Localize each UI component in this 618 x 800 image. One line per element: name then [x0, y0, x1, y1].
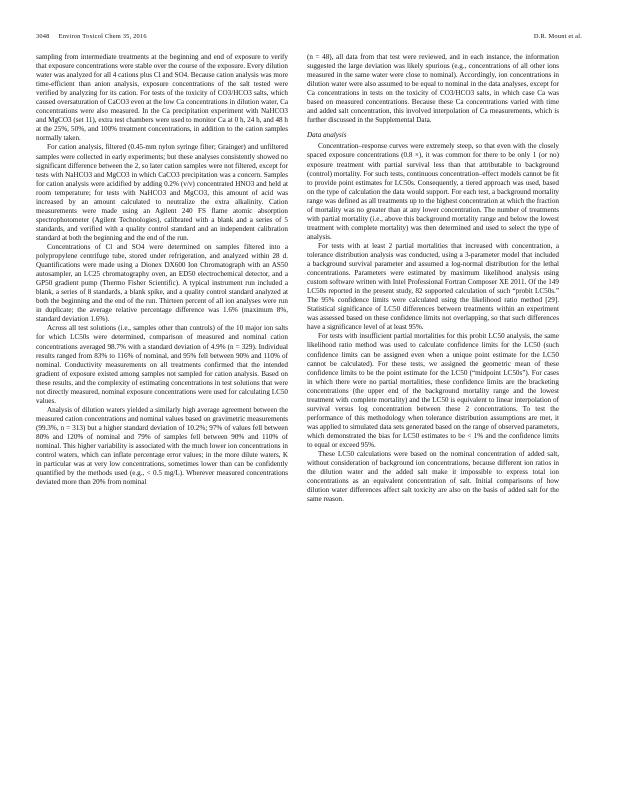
paragraph: For tests with at least 2 partial mortalities that increased with concentration, a tolerance distribution analysis was conducted, using a 3-parameter model that included a background survival parameter and assumed a log-normal distribution for the lethal concentrations. Parameters were estimated by maximum likelihood analysis using custom software written with Intel Professional Fortran Composer XE 2011. Of the 149 LC50s reported in the present study, 82 supported calculation of such “probit LC50s.” The 95% confidence limits were calculated using the likelihood ratio method [29]. Statistical significance of LC50 differences between treatments within an experiment was assessed based on these confidence limits not overlapping, so that such differences have a significance level of at least 95%.: [307, 241, 559, 332]
paragraph: For tests with insufficient partial mortalities for this probit LC50 analysis, the same likelihood ratio method was used to calculate confidence limits for the LC50 (such confidence limits can be assigned even when a unique point estimate for the LC50 cannot be calculated). For these tests, we assigned the geometric mean of these confidence limits to be the point estimate for the LC50 (“midpoint LC50s”). For cases in which there were no partial mortalities, these confidence limits are the bracketing concentrations (the upper end of the background mortality range and the lowest treatment with complete mortality) and the LC50 is equivalent to linear interpolation of survival versus log concentration between these 2 concentrations. To test the performance of this methodology when tolerance distribution assumptions are met, it was applied to simulated data sets generated based on the range of observed parameters, which demonstrated the bias for LC50 estimates to be < 1% and the confidence limits to equal or exceed 95%.: [307, 332, 559, 449]
header-left: [36, 33, 147, 40]
paragraph: (n = 48), all data from that test were reviewed, and in each instance, the information suggested the large deviation was likely spurious (e.g., concentrations of all other ions measured in the same water were close to nominal). Accordingly, ion concentrations in dilution water were also assumed to be equal to nominal in the data analyses, except for Ca concentrations in tests on the toxicity of CO3/HCO3 salts, in which case Ca was based on measured concentrations. Because these Ca concentrations varied with time and added salt concentration, this involved interpolation of Ca measurements, which is further discussed in the Supplemental Data.: [307, 53, 559, 125]
paragraph: Analysis of dilution waters yielded a similarly high average agreement between the measured cation concentrations and nominal values based on gravimetric measurements (99.3%, n = 313) but a higher standard deviation of 10.2%; 97% of values fell between 80% and 120% of nominal and 79% of samples fell between 90% and 110% of nominal. This higher variability is associated with the much lower ion concentrations in control waters, which can inflate percentage error values; in the more dilute waters, K in particular was at very low concentrations, sometimes lower than can be confidently quantified by the methods used (e.g., < 0.5 mg/L). Wherever measured concentrations deviated more than 20% from nominal: [36, 405, 288, 487]
journal-citation: Environ Toxicol Chem 35, 2016: [58, 33, 147, 40]
running-header: [36, 33, 582, 45]
paragraph: sampling from intermediate treatments at the beginning and end of exposure to verify that exposure concentrations were stable over the course of the exposure. Every dilution water was analyzed for all 4 cations plus Cl and SO4. Because cation analysis was more time-efficient than anion analysis, exposure concentrations of the salt tested were verified by analyzing for its cation. For tests of the toxicity of CO3/HCO3 salts, which caused oversaturation of CaCO3 even at the low Ca concentrations in dilution water, Ca concentrations were also measured. In the Ca precipitation experiment with NaHCO3 and MgCO3 (set 11), extra test chambers were used to monitor Ca at 0 h, 24 h, and 48 h at the 25%, 50%, and 100% treatment concentrations, in addition to the cation samples normally taken.: [36, 53, 288, 143]
section-heading: Data analysis: [307, 131, 347, 140]
paragraph: Concentrations of Cl and SO4 were determined on samples filtered into a polypropylene centrifuge tube, stored under refrigeration, and analyzed within 28 d. Quantifications were made using a Dionex DX600 Ion Chromatograph with an AS50 autosampler, an LC25 chromatography oven, an ED50 electrochemical detector, and a GP50 gradient pump (Thermo Fisher Scientific). A typical instrument run included a blank, a series of 8 standards, a blank spike, and a quality control standard analyzed at both the beginning and the end of the run. Thirteen percent of all ion analyses were run in duplicate; the average relative percentage difference was 1.6% (maximum 8%, standard deviation 1.6%).: [36, 242, 288, 324]
paragraph: Concentration–response curves were extremely steep, so that even with the closely spaced exposure concentrations (0.8 ×), it was common for there to be only 1 (or no) exposure treatment with partial survival less than that attributable to background (control) mortality. For such tests, continuous concentration–effect models cannot be fit to provide point estimates for LC50s. Consequently, a tiered approach was used, based on the type of calculation the data would support. For each test, a background mortality range was defined as all treatments up to the highest concentration at which the fraction of mortality was no greater than at any lower concentration. The number of treatments with partial mortality (i.e., above this background mortality range and below the lowest treatment with complete mortality) was then determined and used to select the type of analysis.: [307, 142, 559, 241]
paragraph: Across all test solutions (i.e., samples other than controls) of the 10 major ion salts for which LC50s were determined, comparison of measured and nominal cation concentrations averaged 98.7% with a standard deviation of 4.9% (n = 329). Individual results ranged from 83% to 116% of nominal, and 95% fell between 90% and 110% of nominal. Conductivity measurements on all treatments confirmed that the intended gradient of exposure existed among samples not sampled for cation analysis. Based on these results, and the complexity of estimating concentrations in test solutions that were not directly measured, nominal exposure concentrations were used for calculating LC50 values.: [36, 324, 288, 405]
page-number: 3048: [36, 33, 50, 40]
paragraph: These LC50 calculations were based on the nominal concentration of added salt, without consideration of background ion concentrations, because different ion ratios in the dilution water and the added salt make it impossible to express total ion concentrations as an equivalent concentration of salt. Initial comparisons of how dilution water differences affect salt toxicity are also on the basis of added salt for the same reason.: [307, 450, 559, 504]
paragraph: For cation analysis, filtered (0.45-mm nylon syringe filter; Grainger) and unfiltered samples were collected in early experiments; but these analyses consistently showed no significant difference between the 2, so later cation samples were not filtered, except for tests with NaHCO3 and MgCO3 in which CaCO3 precipitation was a concern. Samples for cation analysis were acidified by adding 0.2% (v/v) concentrated HNO3 and held at room temperature; for tests with NaHCO3 and MgCO3, this amount of acid was increased by an amount calculated to neutralize the extra alkalinity. Cation measurements were made using an Agilent 240 FS flame atomic absorption spectrophotometer (Agilent Technologies), calibrated with a blank and a series of 5 standards, and verified with a quality control standard and an independent calibration standard at both the beginning and the end of the run.: [36, 143, 288, 242]
left-column: [36, 53, 288, 487]
header-authors: D.R. Mount et al.: [533, 33, 582, 40]
right-column: [307, 53, 559, 504]
